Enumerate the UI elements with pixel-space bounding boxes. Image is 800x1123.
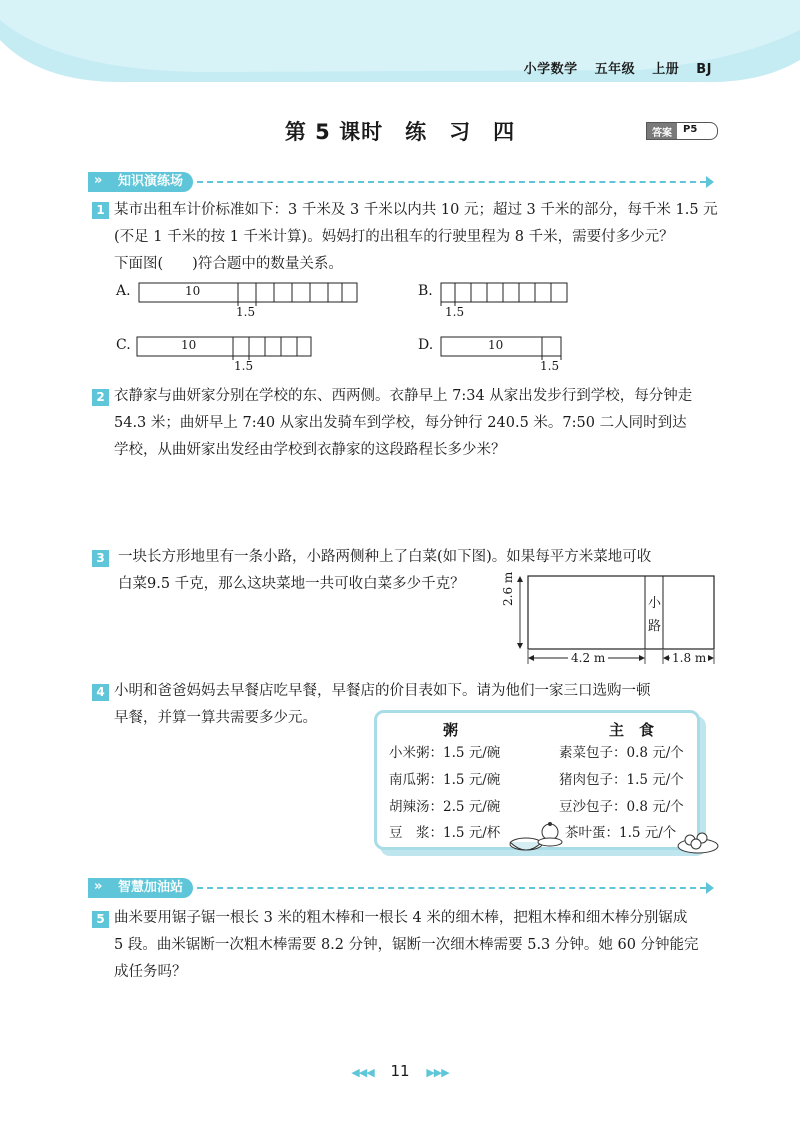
question-1-line-1: 某市出租车计价标准如下：3 千米及 3 千米以内共 10 元；超过 3 千米的部分，每千米 1.5 元: [114, 202, 718, 218]
option-a-bottom-value: 1.5: [236, 305, 256, 319]
question-number-4: 4: [92, 684, 109, 701]
question-1-text: [114, 197, 724, 278]
answer-tag-label: 答案: [647, 123, 677, 139]
menu-col1-heading: 粥: [443, 721, 459, 739]
option-a-top-value: 10: [185, 284, 201, 298]
option-d-label[interactable]: D.: [418, 337, 434, 353]
option-c-top-value: 10: [181, 338, 197, 352]
question-1-line-2: (不足 1 千米的按 1 千米计算)。妈妈打的出租车的行驶里程为 8 千米，需要付多少元？: [114, 229, 674, 245]
menu-item: 南瓜粥：1.5 元/碗: [389, 772, 501, 788]
question-number-1: 1: [92, 202, 109, 219]
menu-col2-heading: 主 食: [609, 721, 655, 739]
left-arrows-icon: ◀◀◀: [351, 1066, 374, 1079]
page-title: 第 5 课时 练 习 四: [284, 120, 516, 144]
question-3-line-1: 一块长方形地里有一条小路，小路两侧种上了白菜(如下图)。如果每平方米菜地可收: [118, 549, 652, 565]
option-a-label[interactable]: A.: [116, 283, 131, 299]
menu-item: 猪肉包子：1.5 元/个: [559, 772, 684, 788]
header-edition: BJ: [696, 62, 712, 77]
double-arrow-icon: »: [94, 173, 103, 188]
question-2-line-2: 54.3 米；曲妍早上 7:40 从家出发骑车到学校，每分钟行 240.5 米。7:50 二人同时到达: [114, 415, 687, 431]
header-info: [512, 58, 712, 77]
header-wave-band: [0, 0, 800, 95]
field-height-label: 2.6 m: [501, 571, 515, 606]
path-label-1: 小: [648, 596, 662, 611]
option-b-bottom-value: 1.5: [445, 305, 465, 319]
path-width-label: 1.8 m: [672, 651, 707, 665]
option-b-label[interactable]: B.: [418, 283, 433, 299]
menu-item: 豆 浆：1.5 元/杯: [389, 825, 501, 841]
header-subject: 小学数学: [523, 62, 578, 77]
question-5-text: [114, 905, 724, 986]
path-label-2: 路: [648, 619, 662, 634]
question-number-3: 3: [92, 550, 109, 567]
double-arrow-icon: »: [94, 879, 103, 894]
option-d-bottom-value: 1.5: [540, 359, 560, 373]
option-c-bottom-value: 1.5: [234, 359, 254, 373]
menu-item: 小米粥：1.5 元/碗: [389, 745, 501, 761]
question-5-line-2: 5 段。曲米锯断一次粗木棒需要 8.2 分钟，锯断一次细木棒需要 5.3 分钟。她 60 分钟能完: [114, 937, 699, 953]
option-d-top-value: 10: [488, 338, 504, 352]
dumpling-plate-icon: [676, 822, 720, 856]
section-title-wisdom: 智慧加油站: [118, 880, 184, 895]
answer-tag[interactable]: [646, 122, 718, 140]
header-volume: 上册: [652, 62, 680, 77]
menu-item: 素菜包子：0.8 元/个: [559, 745, 684, 761]
section-banner-wisdom: [88, 877, 714, 899]
menu-item: 茶叶蛋：1.5 元/个: [565, 825, 677, 841]
page-footer: [0, 1062, 800, 1080]
question-4-line-1: 小明和爸爸妈妈去早餐店吃早餐，早餐店的价目表如下。请为他们一家三口选购一顿: [114, 683, 651, 699]
question-number-2: 2: [92, 389, 109, 406]
question-2-line-3: 学校，从曲妍家出发经由学校到衣静家的这段路程长多少米？: [114, 442, 506, 458]
option-c-label[interactable]: C.: [116, 337, 131, 353]
page-number: 11: [390, 1062, 410, 1080]
teapot-bowl-icon: [506, 818, 570, 858]
section-banner-practice: [88, 171, 714, 193]
question-3-line-2: 白菜9.5 千克，那么这块菜地一共可收白菜多少千克？: [118, 576, 465, 592]
question-4-line-2: 早餐，并算一算共需要多少元。: [114, 710, 317, 726]
section-title-practice: 知识演练场: [118, 174, 184, 189]
option-c-diagram[interactable]: [136, 336, 314, 376]
question-number-5: 5: [92, 911, 109, 928]
question-5-line-1: 曲米要用锯子锯一根长 3 米的粗木棒和一根长 4 米的细木棒，把粗木棒和细木棒分别锯成: [114, 910, 688, 926]
menu-item: 胡辣汤：2.5 元/碗: [389, 799, 501, 815]
menu-item: 豆沙包子：0.8 元/个: [559, 799, 684, 815]
field-width-label: 4.2 m: [568, 651, 608, 665]
header-grade: 五年级: [594, 62, 636, 77]
question-2-text: [114, 383, 724, 464]
right-arrows-icon: ▶▶▶: [426, 1066, 449, 1079]
question-5-line-3: 成任务吗？: [114, 964, 187, 980]
question-1-line-3: 下面图( )符合题中的数量关系。: [114, 256, 343, 272]
question-2-line-1: 衣静家与曲妍家分别在学校的东、西两侧。衣静早上 7:34 从家出发步行到学校，每分钟走: [114, 388, 693, 404]
answer-tag-page: P5: [683, 124, 698, 135]
